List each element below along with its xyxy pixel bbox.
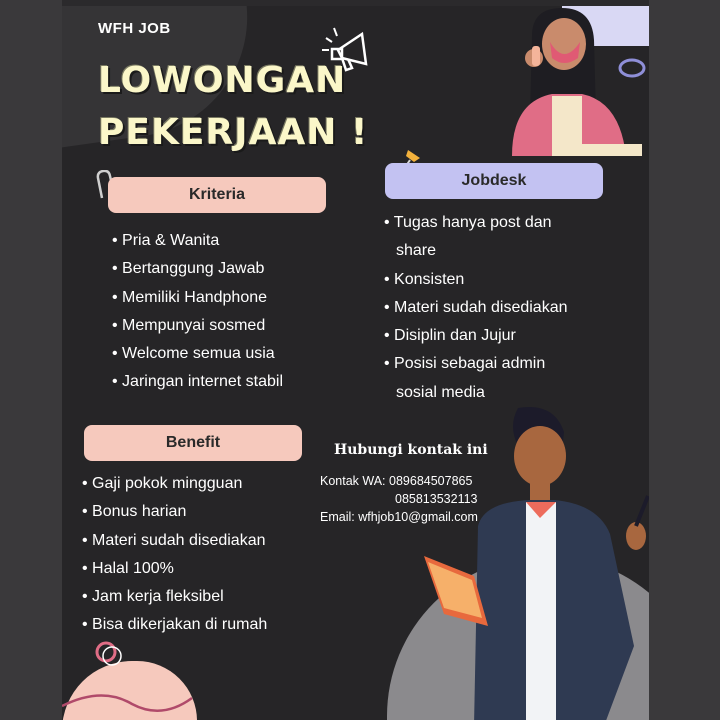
list-item: • Welcome semua usia	[112, 340, 283, 368]
right-margin	[649, 0, 720, 720]
poster-title-line1: LOWONGAN	[98, 60, 347, 101]
list-item: • Mempunyai sosmed	[112, 312, 283, 340]
benefit-header: Benefit	[84, 425, 302, 461]
man-presenting-illustration	[414, 406, 649, 720]
list-item: • Halal 100%	[82, 555, 267, 583]
list-item: • Konsisten	[384, 266, 567, 294]
jobdesk-header: Jobdesk	[385, 163, 603, 199]
list-item: • Jam kerja fleksibel	[82, 583, 267, 611]
list-item: • Posisi sebagai admin	[384, 350, 567, 378]
megaphone-icon	[320, 24, 380, 80]
list-item: • Bonus harian	[82, 498, 267, 526]
list-item: share	[396, 242, 437, 260]
poster-title-line2: PEKERJAAN !	[98, 112, 369, 153]
list-item: • Pria & Wanita	[112, 227, 283, 255]
decorative-swirl	[62, 636, 202, 720]
list-item: • Materi sudah disediakan	[82, 527, 267, 555]
list-item: • Bisa dikerjakan di rumah	[82, 611, 267, 639]
contact-whatsapp-alt: 085813532113	[395, 492, 478, 506]
job-poster	[62, 6, 649, 720]
benefit-list	[82, 470, 267, 640]
list-item: • Memiliki Handphone	[112, 284, 283, 312]
woman-on-phone-illustration	[492, 6, 649, 166]
contact-email: Email: wfhjob10@gmail.com	[320, 510, 478, 524]
list-item: • Gaji pokok mingguan	[82, 470, 267, 498]
list-item: • Bertanggung Jawab	[112, 255, 283, 283]
kriteria-list	[112, 227, 283, 397]
jobdesk-list	[384, 209, 567, 407]
list-item: • Disiplin dan Jujur	[384, 322, 567, 350]
left-margin	[0, 0, 62, 720]
brand-label: WFH JOB	[98, 20, 171, 37]
list-item: • Jaringan internet stabil	[112, 368, 283, 396]
kriteria-header: Kriteria	[108, 177, 326, 213]
contact-whatsapp: Kontak WA: 089684507865	[320, 474, 473, 488]
contact-heading: Hubungi kontak ini	[334, 442, 488, 458]
list-item: sosial media	[396, 383, 485, 401]
list-item: • Tugas hanya post dan	[384, 209, 567, 237]
list-item: • Materi sudah disediakan	[384, 294, 567, 322]
